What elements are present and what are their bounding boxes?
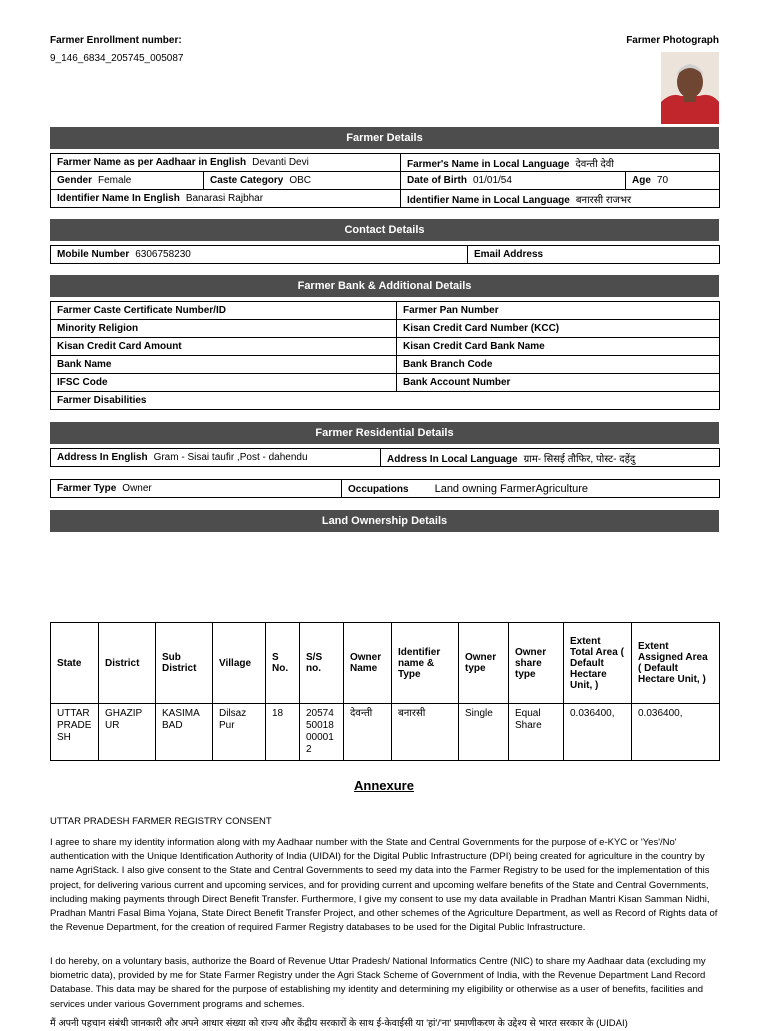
identifier-local-cell: Identifier Name in Local Language बनारसी राजभर [401,190,720,208]
age: 70 [656,175,669,186]
farmer-type-table [50,479,720,498]
identifier-local: बनारसी राजभर [575,194,632,206]
land-owner-type: Single [459,704,509,761]
age-cell: Age 70 [626,172,720,190]
farmer-name-local: देवन्ती देवी [575,158,614,170]
kcc-amount-cell: Kisan Credit Card Amount [51,338,397,356]
land-col-state: State [51,623,99,704]
gender: Female [98,175,132,186]
occupations-cell: Occupations Land owning FarmerAgriculture [342,480,720,498]
consent-paragraph-2: I do hereby, on a voluntary basis, authorize the Board of Revenue Uttar Pradesh/ National Informatics Centre (NIC) to share my Aadhaar data (excluding my biometric data), provided by me for State Farmer Registry under the Agri Stack Scheme of Government of India, with the Revenue Department Land Record Database. This data may be shared for the purpose of establishing my identity and determining my eligibility or otherwise as a user of benefits, facilities and services under various Government programs and schemes. [50,956,706,1010]
minority-cell: Minority Religion [51,320,397,338]
address-en: Gram - Sisai taufir ,Post - dahendu [153,452,308,463]
farmer-type-cell: Farmer Type Owner [51,480,342,498]
land-col-total-area: Extent Total Area ( Default Hectare Unit, ) [564,623,632,704]
residential-details-header: Farmer Residential Details [50,422,719,444]
land-sub-district: KASIMABAD [156,704,213,761]
land-assigned-area: 0.036400, [632,704,720,761]
farmer-type: Owner [122,483,152,494]
email-cell: Email Address [468,246,720,264]
land-col-s-no: S No. [266,623,300,704]
ifsc-cell: IFSC Code [51,374,397,392]
consent-paragraph-3: मैं अपनी पहचान संबंधी जानकारी और अपने आधार संख्या को राज्य और केंद्रीय सरकारों के साथ ई-केवाईसी या 'हां'/'ना' प्रमाणीकरण के उद्देश्य से भारत सरकार के (UIDAI) [50,1018,628,1029]
kcc-cell: Kisan Credit Card Number (KCC) [397,320,720,338]
consent-heading: UTTAR PRADESH FARMER REGISTRY CONSENT [50,816,272,827]
account-number-cell: Bank Account Number [397,374,720,392]
address-table [50,448,720,467]
land-col-share-type: Owner share type [509,623,564,704]
caste-cell: Caste Category OBC [204,172,401,190]
branch-code-cell: Bank Branch Code [397,356,720,374]
bank-details-header: Farmer Bank & Additional Details [50,275,719,297]
consent-paragraph-1: I agree to share my identity information along with my Aadhaar number with the State and Central Governments for the purpose of e-KYC or 'Yes'/No' authentication with the Unique Identification Authority of India (UIDAI) for the Digital Public Infrastructure (DPI) being created for agriculture in the country by name AgriStack. I also give consent to the State and Central Governments to seed my data into the Farmer Registry to be used for the implementation of this project, for delivering various current and upcoming services, and for providing current and upcoming welfare benefits of the State and Central Governments, including making payments through Direct Benefit Transfer. Furthermore, I give my consent to use my data available in Pradhan Mantri Kisan Samman Nidhi, Pradhan Mantri Fasal Bima Yojana, State Direct Benefit Transfer Project, and other schemes of the Agriculture Department, as well as Record of Rights data of the Revenue Department, for the creation of required Farmer Registry databases to be used for the Digital Public Infrastructure. [50,837,718,934]
photo-label: Farmer Photograph [626,35,719,46]
dob-cell: Date of Birth 01/01/54 [401,172,626,190]
pan-cell: Farmer Pan Number [397,302,720,320]
farmer-details-header: Farmer Details [50,127,719,149]
land-identifier: बनारसी [392,704,459,761]
land-s-no: 18 [266,704,300,761]
gender-cell: Gender Female [51,172,204,190]
farmer-details-table [50,153,720,208]
land-col-ss-no: S/S no. [300,623,344,704]
enrollment-number: 9_146_6834_205745_005087 [50,53,184,64]
land-share-type: Equal Share [509,704,564,761]
disabilities-cell: Farmer Disabilities [51,392,720,410]
farmer-photograph [661,52,719,124]
land-state: UTTAR PRADESH [51,704,99,761]
bank-details-table [50,301,720,410]
contact-details-header: Contact Details [50,219,719,241]
land-village: Dilsaz Pur [213,704,266,761]
dob: 01/01/54 [473,175,512,186]
address-local-cell: Address In Local Language ग्राम- सिसई तौफिर, पोस्ट- दहेंदु [381,449,720,467]
occupations: Land owning FarmerAgriculture [434,482,589,495]
farmer-name-en-cell: Farmer Name as per Aadhaar in English Devanti Devi [51,154,401,172]
land-ss-no: 2057450018000012 [300,704,344,761]
address-en-cell: Address In English Gram - Sisai taufir ,Post - dahendu [51,449,381,467]
identifier-en-cell: Identifier Name In English Banarasi Rajbhar [51,190,401,208]
land-col-identifier: Identifier name & Type [392,623,459,704]
bank-name-cell: Bank Name [51,356,397,374]
farmer-name-en: Devanti Devi [252,157,309,168]
land-total-area: 0.036400, [564,704,632,761]
mobile-number: 6306758230 [135,249,191,260]
land-ownership-header: Land Ownership Details [50,510,719,532]
mobile-cell: Mobile Number 6306758230 [51,246,468,264]
enrollment-label: Farmer Enrollment number: [50,35,182,46]
address-local: ग्राम- सिसई तौफिर, पोस्ट- दहेंदु [523,453,636,465]
identifier-en: Banarasi Rajbhar [185,193,264,204]
caste-certificate-cell: Farmer Caste Certificate Number/ID [51,302,397,320]
land-col-owner-name: Owner Name [344,623,392,704]
land-district: GHAZIPUR [99,704,156,761]
land-col-owner-type: Owner type [459,623,509,704]
contact-details-table [50,245,720,264]
land-col-assigned-area: Extent Assigned Area ( Default Hectare Unit, ) [632,623,720,704]
kcc-bank-cell: Kisan Credit Card Bank Name [397,338,720,356]
land-col-sub-district: Sub District [156,623,213,704]
table-row [51,704,720,761]
land-owner-name: देवन्ती [344,704,392,761]
land-col-village: Village [213,623,266,704]
caste: OBC [289,175,312,186]
farmer-name-local-cell: Farmer's Name in Local Language देवन्ती देवी [401,154,720,172]
land-col-district: District [99,623,156,704]
annexure-title: Annexure [354,778,414,793]
land-table-header-row [51,623,720,704]
land-ownership-table [50,622,720,761]
